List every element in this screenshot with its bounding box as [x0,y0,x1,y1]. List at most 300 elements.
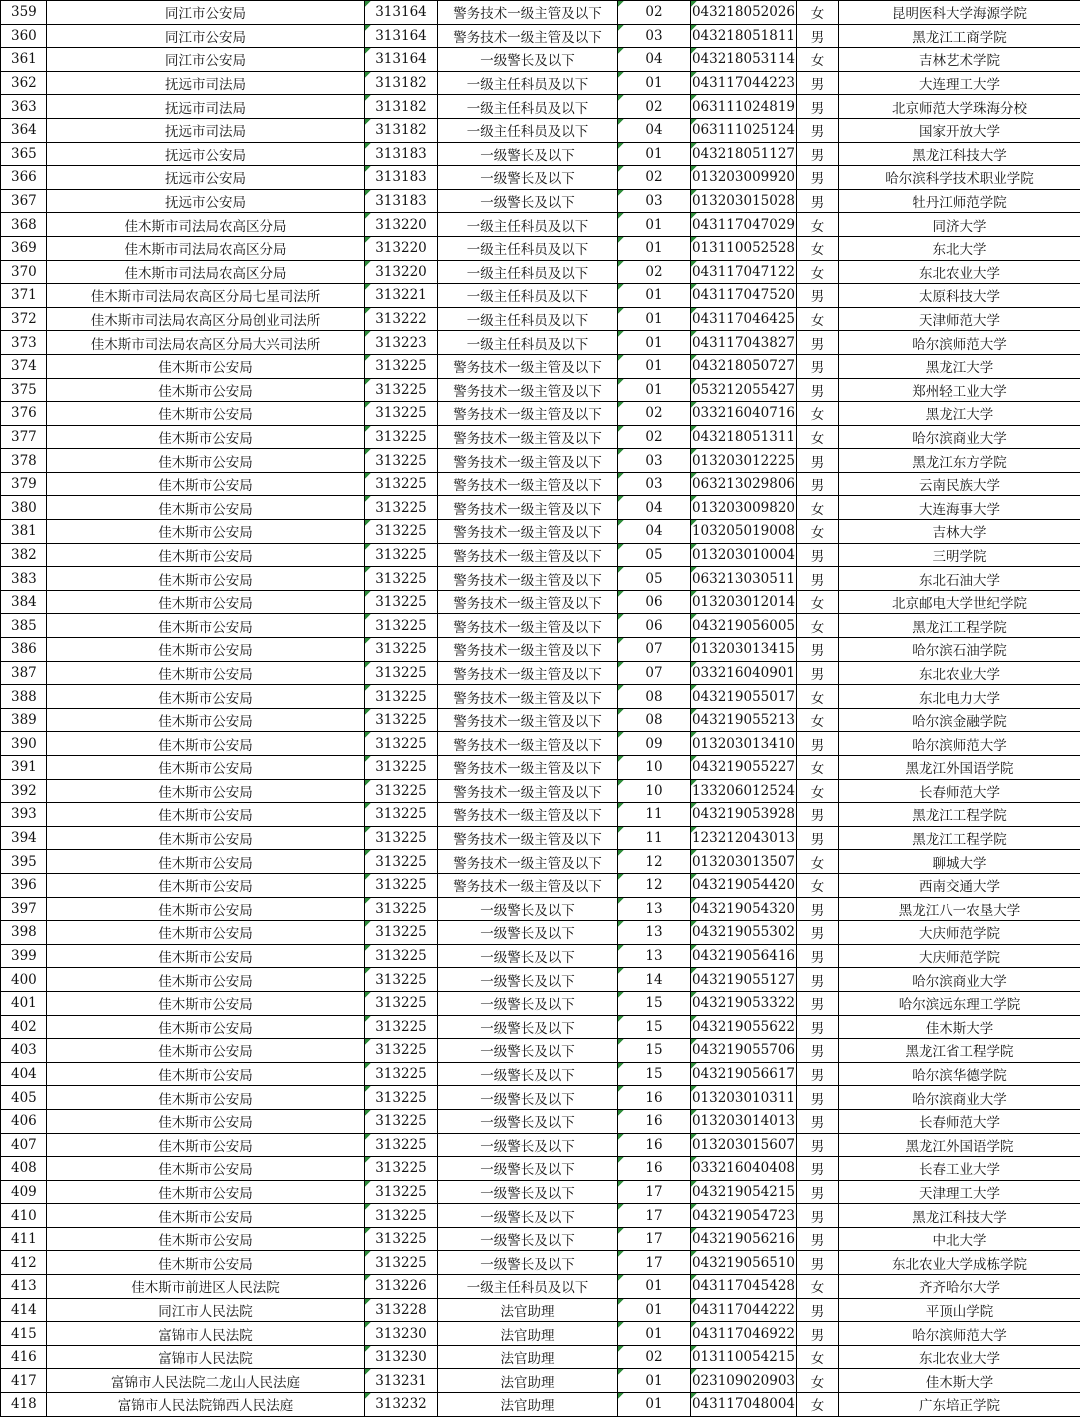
seq-cell: 408 [1,1157,47,1181]
position-cell: 法官助理 [438,1322,618,1346]
seq-cell: 416 [1,1345,47,1369]
position-cell: 警务技术一级主管及以下 [438,472,618,496]
post-number-cell: 13 [618,944,691,968]
post-code-cell: 313225 [365,402,438,426]
post-number-cell: 01 [618,331,691,355]
school-cell: 哈尔滨师范大学 [839,331,1080,355]
unit-cell: 佳木斯市司法局农高区分局七星司法所 [47,284,365,308]
seq-cell: 402 [1,1015,47,1039]
school-cell: 牡丹江师范学院 [839,189,1080,213]
position-cell: 警务技术一级主管及以下 [438,638,618,662]
unit-cell: 佳木斯市公安局 [47,614,365,638]
school-cell: 长春师范大学 [839,1109,1080,1133]
unit-cell: 佳木斯市公安局 [47,826,365,850]
gender-cell: 女 [797,425,839,449]
post-number-cell: 15 [618,1039,691,1063]
unit-cell: 佳木斯市公安局 [47,425,365,449]
seq-cell: 391 [1,756,47,780]
post-number-cell: 07 [618,638,691,662]
table-row [1,236,1080,260]
school-cell: 太原科技大学 [839,284,1080,308]
unit-cell: 佳木斯市公安局 [47,968,365,992]
gender-cell: 男 [797,921,839,945]
exam-id-cell: 043219054420 [691,873,797,897]
seq-cell: 398 [1,921,47,945]
post-number-cell: 01 [618,354,691,378]
exam-id-cell: 013203009920 [691,166,797,190]
post-number-cell: 17 [618,1251,691,1275]
seq-cell: 394 [1,826,47,850]
unit-cell: 同江市人民法院 [47,1298,365,1322]
post-number-cell: 01 [618,236,691,260]
school-cell: 北京邮电大学世纪学院 [839,590,1080,614]
gender-cell: 女 [797,496,839,520]
gender-cell: 男 [797,378,839,402]
seq-cell: 369 [1,236,47,260]
table-row [1,708,1080,732]
unit-cell: 佳木斯市公安局 [47,991,365,1015]
school-cell: 国家开放大学 [839,118,1080,142]
seq-cell: 366 [1,166,47,190]
gender-cell: 男 [797,1298,839,1322]
unit-cell: 佳木斯市公安局 [47,1109,365,1133]
post-number-cell: 10 [618,779,691,803]
post-code-cell: 313231 [365,1369,438,1393]
table-row [1,614,1080,638]
position-cell: 一级警长及以下 [438,1180,618,1204]
exam-id-cell: 043219056005 [691,614,797,638]
exam-id-cell: 043219056416 [691,944,797,968]
position-cell: 一级警长及以下 [438,968,618,992]
seq-cell: 401 [1,991,47,1015]
exam-id-cell: 043218052026 [691,1,797,25]
seq-cell: 393 [1,803,47,827]
table-row [1,661,1080,685]
post-number-cell: 01 [618,307,691,331]
position-cell: 一级警长及以下 [438,1086,618,1110]
post-code-cell: 313225 [365,850,438,874]
exam-id-cell: 013203015607 [691,1133,797,1157]
seq-cell: 374 [1,354,47,378]
school-cell: 平顶山学院 [839,1298,1080,1322]
school-cell: 黑龙江科技大学 [839,142,1080,166]
position-cell: 一级警长及以下 [438,142,618,166]
exam-id-cell: 123212043013 [691,826,797,850]
post-code-cell: 313164 [365,24,438,48]
post-code-cell: 313228 [365,1298,438,1322]
table-row [1,685,1080,709]
post-code-cell: 313225 [365,708,438,732]
position-cell: 一级警长及以下 [438,897,618,921]
post-number-cell: 03 [618,189,691,213]
unit-cell: 佳木斯市前进区人民法院 [47,1275,365,1299]
table-row [1,354,1080,378]
seq-cell: 396 [1,873,47,897]
table-row [1,48,1080,72]
position-cell: 警务技术一级主管及以下 [438,826,618,850]
unit-cell: 佳木斯市公安局 [47,543,365,567]
gender-cell: 男 [797,1039,839,1063]
gender-cell: 男 [797,1062,839,1086]
gender-cell: 女 [797,873,839,897]
table-row [1,1,1080,25]
seq-cell: 361 [1,48,47,72]
table-row [1,567,1080,591]
position-cell: 警务技术一级主管及以下 [438,1,618,25]
position-cell: 一级主任科员及以下 [438,260,618,284]
post-code-cell: 313182 [365,71,438,95]
table-row [1,543,1080,567]
gender-cell: 女 [797,779,839,803]
seq-cell: 392 [1,779,47,803]
position-cell: 警务技术一级主管及以下 [438,850,618,874]
school-cell: 吉林艺术学院 [839,48,1080,72]
seq-cell: 377 [1,425,47,449]
school-cell: 广东培正学院 [839,1393,1080,1417]
post-code-cell: 313225 [365,968,438,992]
post-number-cell: 08 [618,685,691,709]
position-cell: 一级警长及以下 [438,1109,618,1133]
unit-cell: 佳木斯市公安局 [47,661,365,685]
exam-id-cell: 013203013507 [691,850,797,874]
exam-id-cell: 013110054215 [691,1345,797,1369]
post-number-cell: 01 [618,71,691,95]
unit-cell: 佳木斯市公安局 [47,732,365,756]
post-code-cell: 313225 [365,661,438,685]
gender-cell: 男 [797,331,839,355]
unit-cell: 抚远市司法局 [47,95,365,119]
unit-cell: 佳木斯市公安局 [47,1062,365,1086]
seq-cell: 384 [1,590,47,614]
table-row [1,1227,1080,1251]
exam-id-cell: 043218051311 [691,425,797,449]
post-code-cell: 313225 [365,779,438,803]
post-number-cell: 01 [618,142,691,166]
unit-cell: 佳木斯市公安局 [47,638,365,662]
gender-cell: 男 [797,1180,839,1204]
seq-cell: 405 [1,1086,47,1110]
school-cell: 大庆师范学院 [839,944,1080,968]
school-cell: 黑龙江外国语学院 [839,756,1080,780]
school-cell: 佳木斯大学 [839,1369,1080,1393]
post-number-cell: 17 [618,1180,691,1204]
school-cell: 哈尔滨商业大学 [839,425,1080,449]
post-number-cell: 01 [618,1298,691,1322]
seq-cell: 367 [1,189,47,213]
position-cell: 警务技术一级主管及以下 [438,24,618,48]
post-number-cell: 13 [618,897,691,921]
school-cell: 哈尔滨远东理工学院 [839,991,1080,1015]
unit-cell: 抚远市司法局 [47,118,365,142]
post-number-cell: 15 [618,1015,691,1039]
table-row [1,1039,1080,1063]
post-code-cell: 313225 [365,638,438,662]
post-code-cell: 313225 [365,1133,438,1157]
seq-cell: 395 [1,850,47,874]
seq-cell: 382 [1,543,47,567]
position-cell: 一级主任科员及以下 [438,236,618,260]
gender-cell: 女 [797,1369,839,1393]
school-cell: 大庆师范学院 [839,921,1080,945]
position-cell: 警务技术一级主管及以下 [438,708,618,732]
school-cell: 哈尔滨金融学院 [839,708,1080,732]
position-cell: 一级主任科员及以下 [438,1275,618,1299]
exam-id-cell: 043218051127 [691,142,797,166]
unit-cell: 佳木斯市公安局 [47,803,365,827]
school-cell: 哈尔滨石油学院 [839,638,1080,662]
gender-cell: 女 [797,1275,839,1299]
gender-cell: 男 [797,71,839,95]
position-cell: 法官助理 [438,1393,618,1417]
post-code-cell: 313220 [365,213,438,237]
table-row [1,897,1080,921]
school-cell: 同济大学 [839,213,1080,237]
post-code-cell: 313222 [365,307,438,331]
unit-cell: 佳木斯市公安局 [47,567,365,591]
exam-id-cell: 043219055017 [691,685,797,709]
seq-cell: 386 [1,638,47,662]
table-row [1,142,1080,166]
table-row [1,1015,1080,1039]
school-cell: 昆明医科大学海源学院 [839,1,1080,25]
school-cell: 西南交通大学 [839,873,1080,897]
post-code-cell: 313225 [365,1039,438,1063]
unit-cell: 佳木斯市公安局 [47,779,365,803]
seq-cell: 407 [1,1133,47,1157]
table-row [1,1322,1080,1346]
position-cell: 法官助理 [438,1298,618,1322]
table-body [1,1,1080,1417]
school-cell: 哈尔滨商业大学 [839,1086,1080,1110]
exam-id-cell: 013203014013 [691,1109,797,1133]
unit-cell: 佳木斯市司法局农高区分局创业司法所 [47,307,365,331]
position-cell: 警务技术一级主管及以下 [438,779,618,803]
post-number-cell: 01 [618,213,691,237]
gender-cell: 女 [797,614,839,638]
exam-id-cell: 043219053322 [691,991,797,1015]
school-cell: 黑龙江省工程学院 [839,1039,1080,1063]
post-number-cell: 13 [618,921,691,945]
school-cell: 长春工业大学 [839,1157,1080,1181]
gender-cell: 男 [797,968,839,992]
unit-cell: 佳木斯市司法局农高区分局 [47,213,365,237]
table-row [1,826,1080,850]
position-cell: 一级警长及以下 [438,1157,618,1181]
post-number-cell: 17 [618,1227,691,1251]
post-number-cell: 12 [618,873,691,897]
seq-cell: 381 [1,520,47,544]
post-number-cell: 11 [618,826,691,850]
post-code-cell: 313225 [365,873,438,897]
post-number-cell: 05 [618,567,691,591]
table-row [1,496,1080,520]
unit-cell: 佳木斯市公安局 [47,873,365,897]
school-cell: 长春师范大学 [839,779,1080,803]
seq-cell: 364 [1,118,47,142]
position-cell: 警务技术一级主管及以下 [438,449,618,473]
table-row [1,1062,1080,1086]
post-code-cell: 313225 [365,944,438,968]
table-row [1,449,1080,473]
position-cell: 警务技术一级主管及以下 [438,803,618,827]
post-number-cell: 03 [618,449,691,473]
gender-cell: 男 [797,1109,839,1133]
table-row [1,1251,1080,1275]
post-number-cell: 15 [618,1062,691,1086]
gender-cell: 男 [797,354,839,378]
exam-id-cell: 013203015028 [691,189,797,213]
seq-cell: 385 [1,614,47,638]
unit-cell: 佳木斯市公安局 [47,402,365,426]
gender-cell: 男 [797,142,839,166]
position-cell: 警务技术一级主管及以下 [438,402,618,426]
unit-cell: 佳木斯市公安局 [47,921,365,945]
position-cell: 一级警长及以下 [438,944,618,968]
post-number-cell: 05 [618,543,691,567]
post-code-cell: 313221 [365,284,438,308]
post-code-cell: 313164 [365,48,438,72]
exam-id-cell: 043219056216 [691,1227,797,1251]
table-row [1,850,1080,874]
gender-cell: 女 [797,685,839,709]
position-cell: 一级警长及以下 [438,189,618,213]
table-row [1,331,1080,355]
post-number-cell: 04 [618,520,691,544]
gender-cell: 男 [797,826,839,850]
position-cell: 一级警长及以下 [438,1062,618,1086]
table-row [1,756,1080,780]
position-cell: 警务技术一级主管及以下 [438,732,618,756]
exam-id-cell: 013203009820 [691,496,797,520]
table-row [1,1086,1080,1110]
unit-cell: 佳木斯市公安局 [47,354,365,378]
post-number-cell: 12 [618,850,691,874]
unit-cell: 富锦市人民法院 [47,1345,365,1369]
school-cell: 哈尔滨华德学院 [839,1062,1080,1086]
position-cell: 警务技术一级主管及以下 [438,567,618,591]
table-row [1,1298,1080,1322]
exam-id-cell: 043117046425 [691,307,797,331]
post-code-cell: 313225 [365,496,438,520]
post-code-cell: 313225 [365,756,438,780]
post-number-cell: 15 [618,991,691,1015]
post-code-cell: 313225 [365,354,438,378]
table-row [1,1204,1080,1228]
school-cell: 聊城大学 [839,850,1080,874]
exam-id-cell: 013203013410 [691,732,797,756]
position-cell: 一级警长及以下 [438,1133,618,1157]
exam-id-cell: 013203013415 [691,638,797,662]
unit-cell: 佳木斯市公安局 [47,520,365,544]
exam-id-cell: 043219054215 [691,1180,797,1204]
post-number-cell: 04 [618,48,691,72]
school-cell: 北京师范大学珠海分校 [839,95,1080,119]
post-number-cell: 09 [618,732,691,756]
seq-cell: 379 [1,472,47,496]
post-code-cell: 313225 [365,449,438,473]
seq-cell: 362 [1,71,47,95]
unit-cell: 抚远市公安局 [47,142,365,166]
exam-id-cell: 033216040408 [691,1157,797,1181]
seq-cell: 370 [1,260,47,284]
exam-id-cell: 043218053114 [691,48,797,72]
exam-id-cell: 043117045428 [691,1275,797,1299]
post-code-cell: 313223 [365,331,438,355]
exam-id-cell: 033216040901 [691,661,797,685]
post-code-cell: 313225 [365,614,438,638]
school-cell: 中北大学 [839,1227,1080,1251]
post-number-cell: 01 [618,284,691,308]
exam-id-cell: 043117047029 [691,213,797,237]
gender-cell: 女 [797,260,839,284]
post-number-cell: 01 [618,1275,691,1299]
exam-id-cell: 043219055213 [691,708,797,732]
seq-cell: 363 [1,95,47,119]
gender-cell: 男 [797,732,839,756]
exam-id-cell: 013203010311 [691,1086,797,1110]
exam-id-cell: 043219055227 [691,756,797,780]
seq-cell: 383 [1,567,47,591]
school-cell: 天津理工大学 [839,1180,1080,1204]
unit-cell: 富锦市人民法院 [47,1322,365,1346]
seq-cell: 372 [1,307,47,331]
seq-cell: 414 [1,1298,47,1322]
post-code-cell: 313225 [365,1251,438,1275]
unit-cell: 佳木斯市公安局 [47,1251,365,1275]
table-row [1,95,1080,119]
gender-cell: 男 [797,1322,839,1346]
gender-cell: 男 [797,449,839,473]
exam-id-cell: 043117047520 [691,284,797,308]
post-code-cell: 313225 [365,1109,438,1133]
unit-cell: 佳木斯市公安局 [47,756,365,780]
post-code-cell: 313220 [365,236,438,260]
unit-cell: 佳木斯市公安局 [47,1133,365,1157]
gender-cell: 女 [797,520,839,544]
gender-cell: 男 [797,638,839,662]
gender-cell: 男 [797,1227,839,1251]
seq-cell: 411 [1,1227,47,1251]
table-row [1,1369,1080,1393]
position-cell: 一级警长及以下 [438,1039,618,1063]
seq-cell: 413 [1,1275,47,1299]
unit-cell: 佳木斯市公安局 [47,944,365,968]
post-code-cell: 313225 [365,520,438,544]
post-code-cell: 313220 [365,260,438,284]
gender-cell: 男 [797,1204,839,1228]
school-cell: 黑龙江工程学院 [839,826,1080,850]
post-number-cell: 01 [618,1369,691,1393]
table-row [1,1275,1080,1299]
position-cell: 一级主任科员及以下 [438,71,618,95]
post-code-cell: 313225 [365,921,438,945]
seq-cell: 389 [1,708,47,732]
position-cell: 一级主任科员及以下 [438,118,618,142]
school-cell: 天津师范大学 [839,307,1080,331]
exam-id-cell: 043219055706 [691,1039,797,1063]
post-number-cell: 02 [618,1345,691,1369]
exam-id-cell: 043219054723 [691,1204,797,1228]
position-cell: 一级警长及以下 [438,991,618,1015]
position-cell: 一级警长及以下 [438,1015,618,1039]
exam-id-cell: 043219055127 [691,968,797,992]
post-number-cell: 06 [618,590,691,614]
position-cell: 警务技术一级主管及以下 [438,378,618,402]
seq-cell: 365 [1,142,47,166]
seq-cell: 388 [1,685,47,709]
post-code-cell: 313225 [365,826,438,850]
post-number-cell: 01 [618,1322,691,1346]
